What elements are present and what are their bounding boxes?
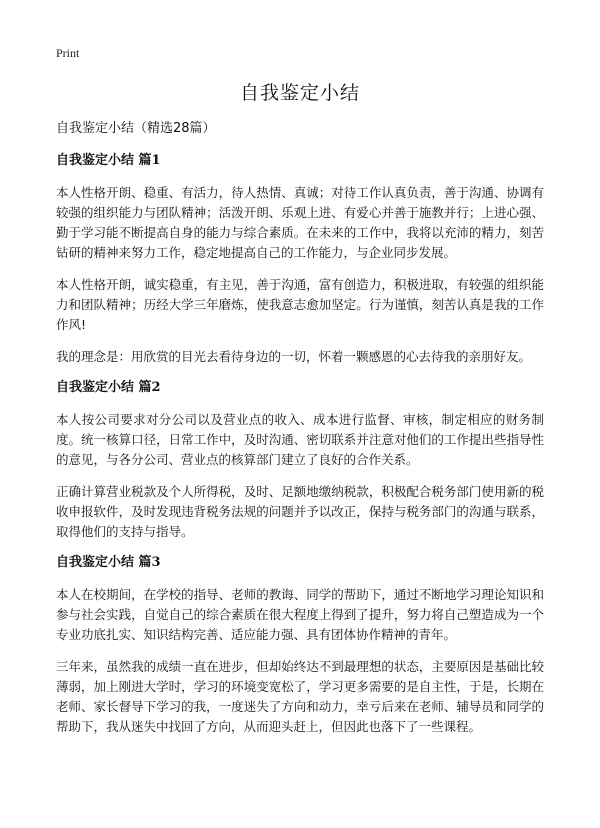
section-3 <box>56 554 544 737</box>
document-subtitle: 自我鉴定小结（精选28篇） <box>56 121 216 136</box>
section-heading: 自我鉴定小结 篇2 <box>56 380 161 395</box>
paragraph: 正确计算营业税款及个人所得税，及时、足额地缴纳税款，积极配合税务部门使用新的税收申报软件，及时发现违背税务法规的问题并予以改正，保持与税务部门的沟通与联系，取得他们的支持与指导。 <box>56 484 544 539</box>
section-heading: 自我鉴定小结 篇1 <box>56 153 161 168</box>
section-2 <box>56 379 544 542</box>
paragraph: 本人性格开朗，诚实稳重，有主见，善于沟通，富有创造力，积极进取，有较强的组织能力和团队精神；历经大学三年磨炼，使我意志愈加坚定。行为谨慎，刻苦认真是我的工作作风! <box>56 277 544 332</box>
paragraph: 本人在校期间，在学校的指导、老师的教诲、同学的帮助下，通过不断地学习理论知识和参与社会实践，自觉自己的综合素质在很大程度上得到了提升，努力将自己塑造成为一个专业功底扎实、知识结构完善、适应能力强、具有团体协作精神的青年。 <box>56 587 544 642</box>
document-body <box>56 120 544 749</box>
section-heading: 自我鉴定小结 篇3 <box>56 555 161 570</box>
paragraph: 我的理念是：用欣赏的目光去看待身边的一切，怀着一颗感恩的心去待我的亲朋好友。 <box>56 349 532 364</box>
paragraph: 本人按公司要求对分公司以及营业点的收入、成本进行监督、审核，制定相应的财务制度。统一核算口径，日常工作中，及时沟通、密切联系并注意对他们的工作提出些指导性的意见，与各分公司、营业点的核算部门建立了良好的合作关系。 <box>56 412 544 467</box>
section-1 <box>56 152 544 367</box>
print-link[interactable]: Print <box>56 46 80 60</box>
page-title: 自我鉴定小结 <box>239 82 360 104</box>
paragraph: 本人性格开朗、稳重、有活力，待人热情、真诚；对待工作认真负责，善于沟通、协调有较强的组织能力与团队精神；活泼开朗、乐观上进、有爱心并善于施教并行；上进心强、勤于学习能不断提高自身的能力与综合素质。在未来的工作中，我将以充沛的精力，刻苦钻研的精神来努力工作，稳定地提高自己的工作能力，与企业同步发展。 <box>56 185 544 260</box>
paragraph: 三年来，虽然我的成绩一直在进步，但却始终达不到最理想的状态，主要原因是基础比较薄弱，加上刚进大学时，学习的环境变宽松了，学习更多需要的是自主性，于是，长期在老师、家长督导下学习的我，一度迷失了方向和动力，幸亏后来在老师、辅导员和同学的帮助下，我从迷失中找回了方向，从而迎头赶上，但因此也落下了一些课程。 <box>56 659 544 734</box>
